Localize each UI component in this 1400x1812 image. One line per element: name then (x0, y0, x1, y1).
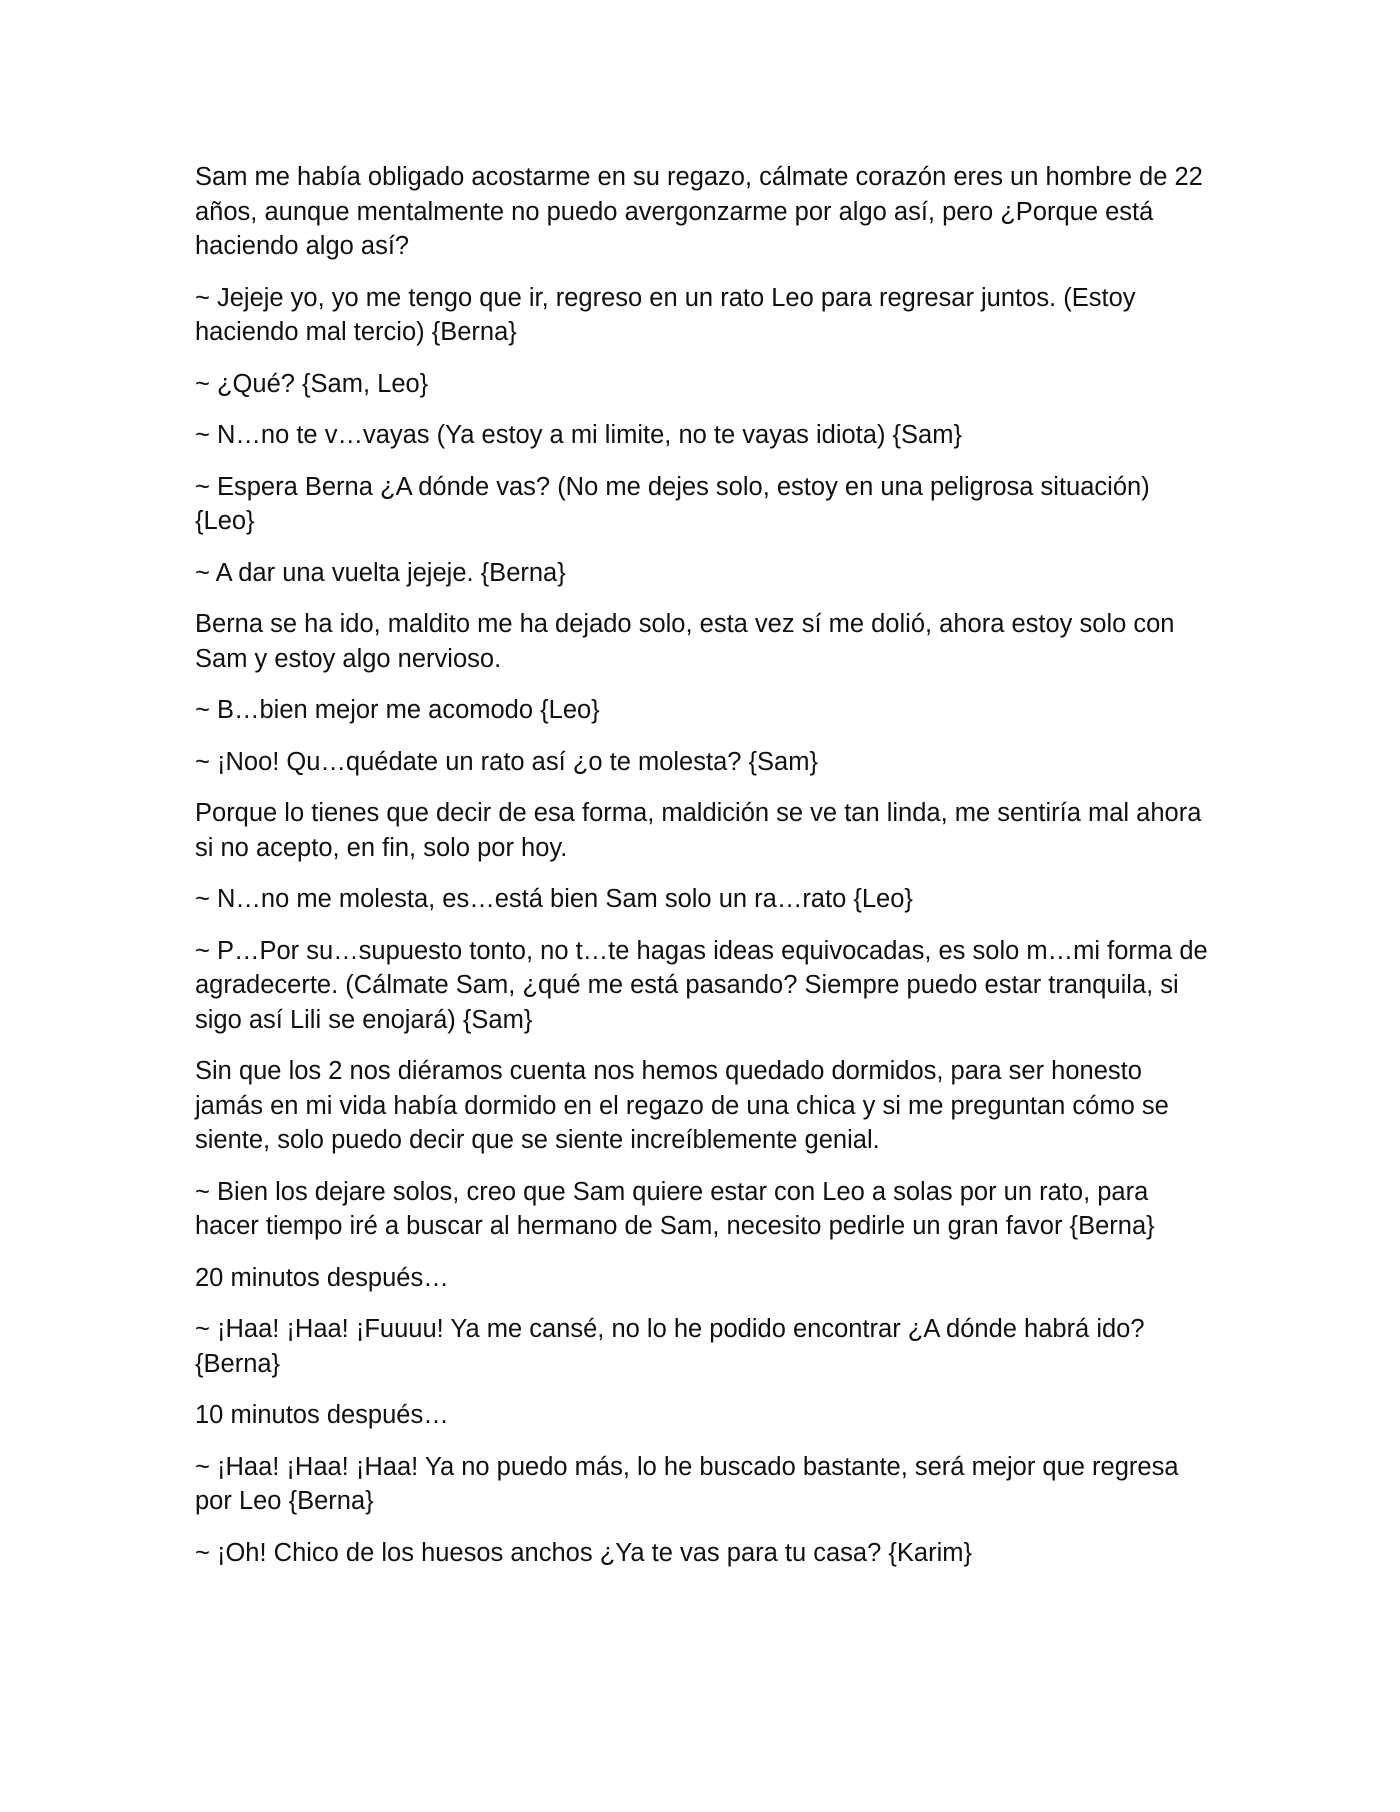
dialogue-line: ~ ¡Haa! ¡Haa! ¡Haa! Ya no puedo más, lo he buscado bastante, será mejor que regresa por Leo {Berna} (195, 1452, 1179, 1515)
dialogue-line: ~ Espera Berna ¿A dónde vas? (No me dejes solo, estoy en una peligrosa situación) {Leo} (195, 472, 1150, 535)
narration-paragraph: Sam me había obligado acostarme en su regazo, cálmate corazón eres un hombre de 22 años, aunque mentalmente no puedo avergonzarme por algo así, pero ¿Porque está haciendo algo así? (195, 163, 1203, 260)
dialogue-line: ~ ¡Haa! ¡Haa! ¡Fuuuu! Ya me cansé, no lo he podido encontrar ¿A dónde habrá ido? {Berna} (195, 1315, 1145, 1378)
dialogue-line: ~ ¡Oh! Chico de los huesos anchos ¿Ya te vas para tu casa? {Karim} (195, 1538, 972, 1567)
dialogue-line: ~ B…bien mejor me acomodo {Leo} (195, 696, 600, 724)
dialogue-line: ~ ¡Noo! Qu…quédate un rato así ¿o te molesta? {Sam} (195, 747, 818, 776)
narration-paragraph: Berna se ha ido, maldito me ha dejado solo, esta vez sí me dolió, ahora estoy solo con Sam y estoy algo nervioso. (195, 610, 1175, 673)
narration-paragraph: Sin que los 2 nos diéramos cuenta nos hemos quedado dormidos, para ser honesto jamás en mi vida había dormido en el regazo de una chica y si me preguntan cómo se siente, solo puedo decir que se siente increíblemente genial. (195, 1057, 1169, 1154)
dialogue-line: ~ N…no me molesta, es…está bien Sam solo un ra…rato {Leo} (195, 885, 913, 913)
dialogue-line: ~ Jejeje yo, yo me tengo que ir, regreso en un rato Leo para regresar juntos. (Estoy haciendo mal tercio) {Berna} (195, 283, 1136, 346)
time-skip-line: 10 minutos después… (195, 1401, 449, 1429)
time-skip-line: 20 minutos después… (195, 1263, 449, 1292)
dialogue-line: ~ Bien los dejare solos, creo que Sam quiere estar con Leo a solas por un rato, para hacer tiempo iré a buscar al hermano de Sam, necesito pedirle un gran favor {Berna} (195, 1177, 1155, 1240)
dialogue-line: ~ N…no te v…vayas (Ya estoy a mi limite, no te vayas idiota) {Sam} (195, 421, 962, 449)
dialogue-line: ~ ¿Qué? {Sam, Leo} (195, 369, 429, 398)
narration-paragraph: Porque lo tienes que decir de esa forma, maldición se ve tan linda, me sentiría mal ahora si no acepto, en fin, solo por hoy. (195, 799, 1202, 862)
dialogue-line: ~ A dar una vuelta jejeje. {Berna} (195, 558, 566, 587)
dialogue-line: ~ P…Por su…supuesto tonto, no t…te hagas ideas equivocadas, es solo m…mi forma de agradecerte. (Cálmate Sam, ¿qué me está pasando? Siempre puedo estar tranquila, si sigo así Lili se enojará) {Sam} (195, 936, 1208, 1034)
document-body (195, 160, 1215, 1587)
